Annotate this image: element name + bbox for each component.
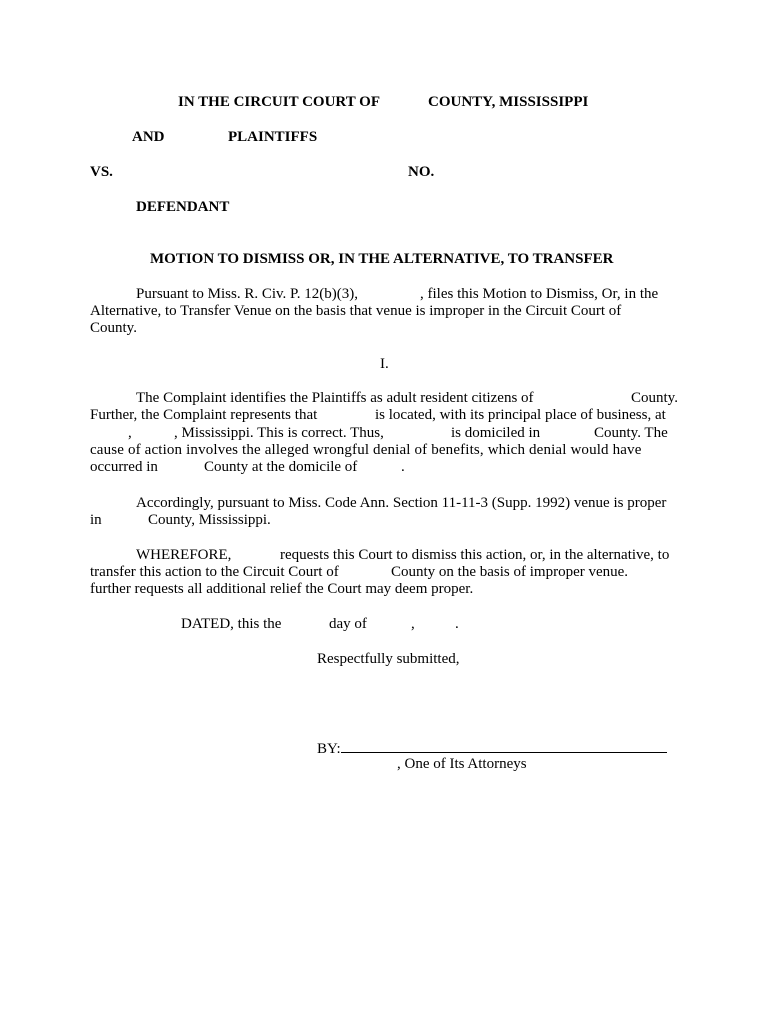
dated-label: DATED, this the	[181, 616, 282, 632]
complaint-line-5b: County at the domicile of	[204, 459, 358, 475]
motion-title: MOTION TO DISMISS OR, IN THE ALTERNATIVE, TO TRANSFER	[150, 251, 614, 267]
complaint-line-2b: is located, with its principal place of business, at	[375, 407, 666, 423]
accordingly-line-2a: in	[90, 512, 102, 528]
wherefore-line-1b: requests this Court to dismiss this action, or, in the alternative, to	[280, 547, 670, 563]
signature-blank	[341, 738, 667, 753]
closing-text: Respectfully submitted,	[317, 651, 460, 667]
complaint-line-3b: , Mississippi. This is correct. Thus,	[174, 425, 384, 441]
court-heading-left: IN THE CIRCUIT COURT OF	[178, 94, 381, 110]
complaint-line-4: cause of action involves the alleged wrongful denial of benefits, which denial would have	[90, 442, 642, 458]
wherefore-line-2b: County on the basis of improper venue.	[391, 564, 629, 580]
intro-line-2: Alternative, to Transfer Venue on the basis that venue is improper in the Circuit Court of	[90, 303, 622, 319]
complaint-line-1a: The Complaint identifies the Plaintiffs as adult resident citizens of	[136, 390, 534, 406]
signature-by-label: BY:	[317, 741, 341, 757]
accordingly-line-1: Accordingly, pursuant to Miss. Code Ann. Section 11-11-3 (Supp. 1992) venue is proper	[136, 495, 667, 511]
signature-attorneys: , One of Its Attorneys	[397, 756, 527, 772]
dated-period: .	[455, 616, 459, 632]
intro-line-1a: Pursuant to Miss. R. Civ. P. 12(b)(3),	[136, 286, 358, 302]
dated-comma: ,	[411, 616, 415, 632]
complaint-line-5c: .	[401, 459, 405, 475]
complaint-line-3c: is domiciled in	[451, 425, 541, 441]
case-number-label: NO.	[408, 164, 435, 180]
and-label: AND	[132, 129, 165, 145]
dated-day-of: day of	[329, 616, 367, 632]
section-number: I.	[380, 356, 389, 372]
wherefore-line-2a: transfer this action to the Circuit Court of	[90, 564, 339, 580]
complaint-line-3d: County. The	[594, 425, 668, 441]
accordingly-line-2b: County, Mississippi.	[148, 512, 271, 528]
court-heading-right: COUNTY, MISSISSIPPI	[428, 94, 589, 110]
complaint-line-5a: occurred in	[90, 459, 158, 475]
plaintiffs-label: PLAINTIFFS	[228, 129, 318, 145]
wherefore-line-3: further requests all additional relief the Court may deem proper.	[90, 581, 474, 597]
complaint-line-1b: County.	[631, 390, 678, 406]
vs-label: VS.	[90, 164, 113, 180]
intro-line-3: County.	[90, 320, 137, 336]
defendant-label: DEFENDANT	[136, 199, 230, 215]
wherefore-line-1a: WHEREFORE,	[136, 547, 232, 563]
complaint-line-2a: Further, the Complaint represents that	[90, 407, 318, 423]
intro-line-1b: , files this Motion to Dismiss, Or, in the	[420, 286, 659, 302]
complaint-line-3a: ,	[128, 425, 132, 441]
